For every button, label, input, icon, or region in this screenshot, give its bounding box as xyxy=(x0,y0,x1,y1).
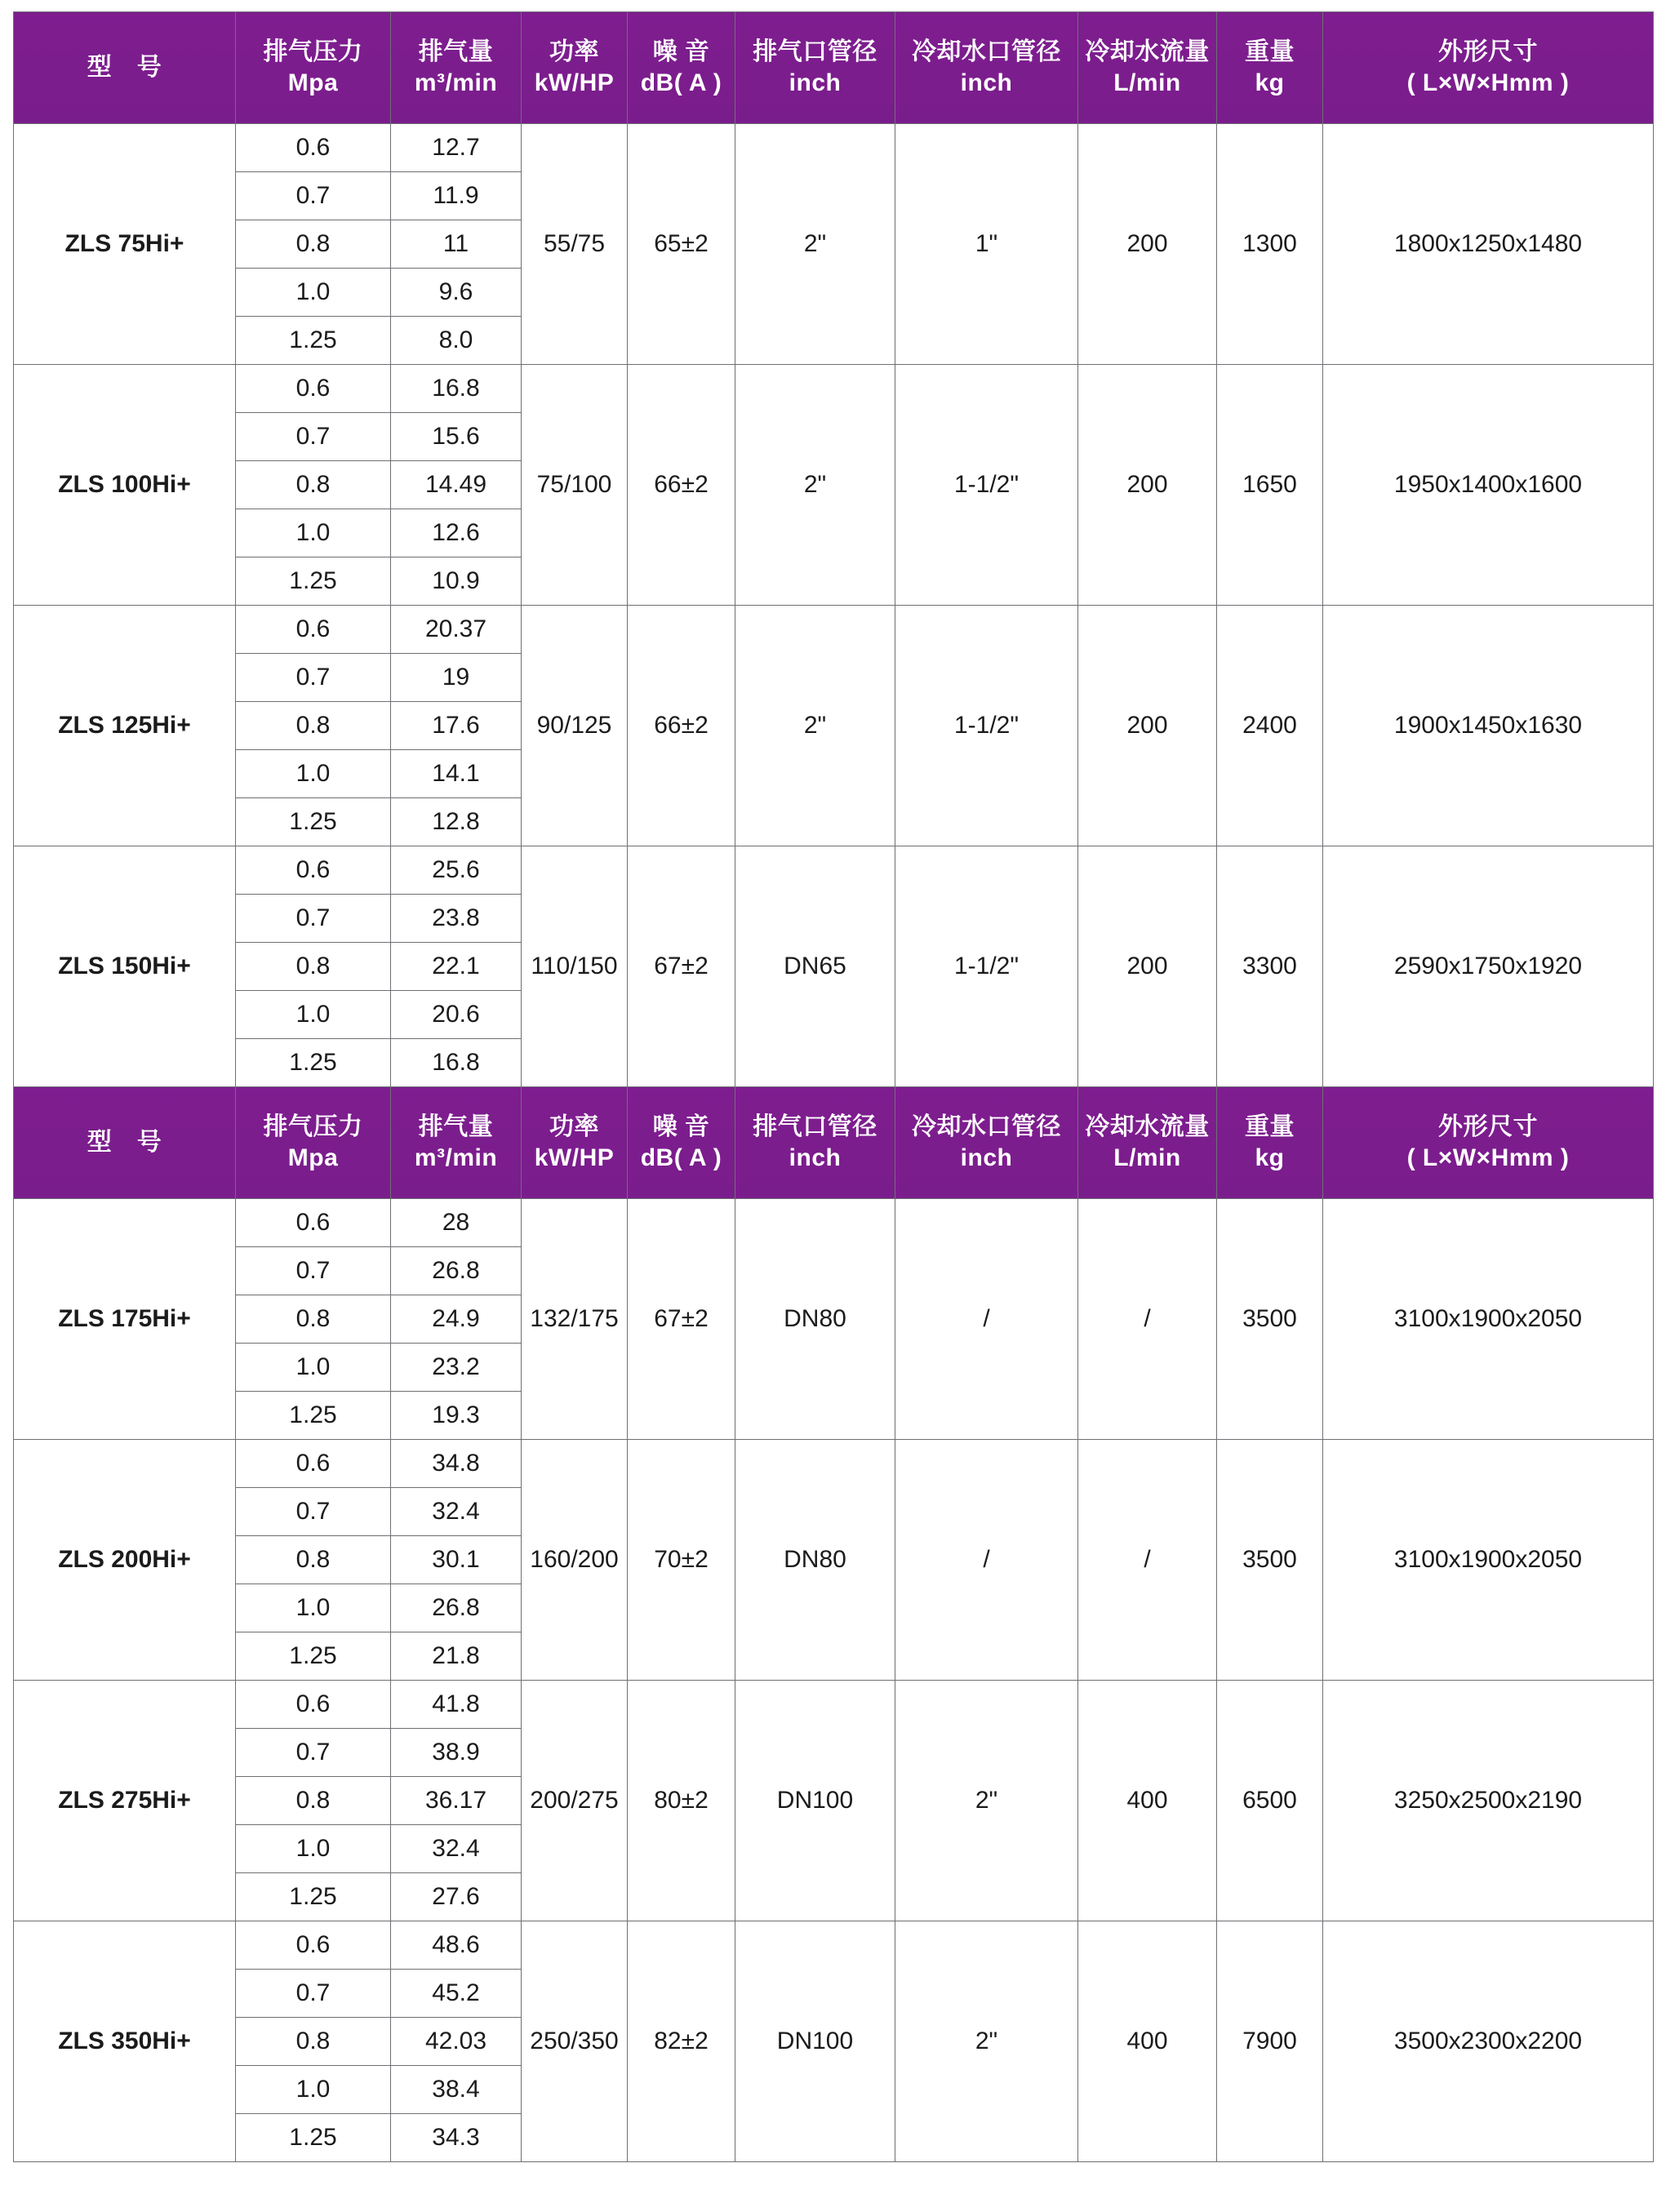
pressure-cell: 1.0 xyxy=(236,2066,391,2114)
weight-cell: 3500 xyxy=(1217,1199,1323,1440)
column-header-9 xyxy=(1323,1087,1654,1199)
flow-cell: 45.2 xyxy=(391,1970,522,2018)
model-cell: ZLS 200Hi+ xyxy=(14,1440,236,1681)
model-cell: ZLS 175Hi+ xyxy=(14,1199,236,1440)
flow-cell: 25.6 xyxy=(391,846,522,895)
power-cell: 250/350 xyxy=(522,1921,628,2162)
column-header-9 xyxy=(1323,12,1654,124)
pressure-cell: 1.0 xyxy=(236,1344,391,1392)
table-row xyxy=(14,1681,1654,1729)
water-flow-cell: 400 xyxy=(1078,1681,1217,1921)
flow-cell: 16.8 xyxy=(391,365,522,413)
flow-cell: 12.6 xyxy=(391,509,522,557)
column-header-0 xyxy=(14,12,236,124)
model-cell: ZLS 350Hi+ xyxy=(14,1921,236,2162)
pressure-cell: 1.25 xyxy=(236,798,391,846)
column-header-line1: 功率 xyxy=(549,38,599,65)
pressure-cell: 0.6 xyxy=(236,1921,391,1970)
column-header-line2: ( L×W×Hmm ) xyxy=(1406,69,1570,96)
dimension-cell: 1900x1450x1630 xyxy=(1323,606,1654,846)
water-pipe-cell: / xyxy=(895,1440,1078,1681)
column-header-line2: dB( A ) xyxy=(640,1144,722,1171)
column-header-4 xyxy=(628,1087,735,1199)
outlet-pipe-cell: 2" xyxy=(735,365,895,606)
column-header-line2: inch xyxy=(960,69,1013,96)
column-header-line2: Mpa xyxy=(287,69,339,96)
flow-cell: 20.37 xyxy=(391,606,522,654)
outlet-pipe-cell: DN80 xyxy=(735,1199,895,1440)
column-header-4 xyxy=(628,12,735,124)
pressure-cell: 0.7 xyxy=(236,1729,391,1777)
model-cell: ZLS 100Hi+ xyxy=(14,365,236,606)
column-header-6 xyxy=(895,12,1078,124)
table-row xyxy=(14,1199,1654,1247)
column-header-line2: ( L×W×Hmm ) xyxy=(1406,1144,1570,1171)
pressure-cell: 1.25 xyxy=(236,1873,391,1921)
pressure-cell: 1.0 xyxy=(236,991,391,1039)
pressure-cell: 1.25 xyxy=(236,1632,391,1681)
column-header-line1: 冷却水口管径 xyxy=(912,38,1061,65)
outlet-pipe-cell: DN80 xyxy=(735,1440,895,1681)
power-cell: 90/125 xyxy=(522,606,628,846)
water-flow-cell: 200 xyxy=(1078,365,1217,606)
pressure-cell: 0.8 xyxy=(236,461,391,509)
column-header-line2: m³/min xyxy=(414,69,498,96)
table-body xyxy=(14,12,1654,2162)
flow-cell: 38.4 xyxy=(391,2066,522,2114)
table-row xyxy=(14,365,1654,413)
weight-cell: 1300 xyxy=(1217,124,1323,365)
dimension-cell: 3500x2300x2200 xyxy=(1323,1921,1654,2162)
flow-cell: 24.9 xyxy=(391,1295,522,1344)
column-header-line1: 重量 xyxy=(1245,1113,1295,1140)
flow-cell: 23.8 xyxy=(391,895,522,943)
pressure-cell: 0.6 xyxy=(236,365,391,413)
column-header-1 xyxy=(236,12,391,124)
column-header-line1: 排气口管径 xyxy=(753,38,877,65)
column-header-line1: 排气压力 xyxy=(263,38,363,65)
flow-cell: 14.49 xyxy=(391,461,522,509)
flow-cell: 42.03 xyxy=(391,2018,522,2066)
pressure-cell: 0.6 xyxy=(236,1199,391,1247)
flow-cell: 26.8 xyxy=(391,1247,522,1295)
column-header-8 xyxy=(1217,1087,1323,1199)
column-header-8 xyxy=(1217,12,1323,124)
power-cell: 200/275 xyxy=(522,1681,628,1921)
power-cell: 110/150 xyxy=(522,846,628,1087)
weight-cell: 2400 xyxy=(1217,606,1323,846)
water-pipe-cell: 1-1/2" xyxy=(895,365,1078,606)
noise-cell: 67±2 xyxy=(628,846,735,1087)
table-header-row xyxy=(14,1087,1654,1199)
flow-cell: 32.4 xyxy=(391,1825,522,1873)
pressure-cell: 1.0 xyxy=(236,750,391,798)
column-header-line1: 排气口管径 xyxy=(753,1113,877,1140)
flow-cell: 48.6 xyxy=(391,1921,522,1970)
dimension-cell: 3100x1900x2050 xyxy=(1323,1199,1654,1440)
column-header-5 xyxy=(735,1087,895,1199)
pressure-cell: 0.8 xyxy=(236,220,391,269)
outlet-pipe-cell: DN65 xyxy=(735,846,895,1087)
flow-cell: 16.8 xyxy=(391,1039,522,1087)
column-header-line1: 噪 音 xyxy=(652,38,710,65)
pressure-cell: 0.7 xyxy=(236,895,391,943)
flow-cell: 20.6 xyxy=(391,991,522,1039)
pressure-cell: 1.25 xyxy=(236,317,391,365)
column-header-line1: 排气量 xyxy=(418,1113,494,1140)
water-flow-cell: 200 xyxy=(1078,606,1217,846)
column-header-2 xyxy=(391,1087,522,1199)
outlet-pipe-cell: DN100 xyxy=(735,1921,895,2162)
pressure-cell: 0.6 xyxy=(236,1681,391,1729)
dimension-cell: 3100x1900x2050 xyxy=(1323,1440,1654,1681)
flow-cell: 23.2 xyxy=(391,1344,522,1392)
column-header-7 xyxy=(1078,1087,1217,1199)
table-header-row xyxy=(14,12,1654,124)
column-header-line1: 噪 音 xyxy=(652,1113,710,1140)
flow-cell: 22.1 xyxy=(391,943,522,991)
flow-cell: 41.8 xyxy=(391,1681,522,1729)
pressure-cell: 0.7 xyxy=(236,413,391,461)
pressure-cell: 0.6 xyxy=(236,606,391,654)
flow-cell: 12.8 xyxy=(391,798,522,846)
column-header-line1: 冷却水口管径 xyxy=(912,1113,1061,1140)
pressure-cell: 0.7 xyxy=(236,1247,391,1295)
model-cell: ZLS 150Hi+ xyxy=(14,846,236,1087)
flow-cell: 9.6 xyxy=(391,269,522,317)
outlet-pipe-cell: 2" xyxy=(735,606,895,846)
flow-cell: 11.9 xyxy=(391,172,522,220)
water-pipe-cell: 2" xyxy=(895,1921,1078,2162)
noise-cell: 67±2 xyxy=(628,1199,735,1440)
water-flow-cell: 200 xyxy=(1078,846,1217,1087)
pressure-cell: 0.7 xyxy=(236,1970,391,2018)
model-cell: ZLS 275Hi+ xyxy=(14,1681,236,1921)
flow-cell: 17.6 xyxy=(391,702,522,750)
column-header-line1: 外形尺寸 xyxy=(1438,1113,1538,1140)
weight-cell: 6500 xyxy=(1217,1681,1323,1921)
column-header-line2: dB( A ) xyxy=(640,69,722,96)
flow-cell: 26.8 xyxy=(391,1584,522,1632)
pressure-cell: 1.0 xyxy=(236,509,391,557)
water-flow-cell: / xyxy=(1078,1440,1217,1681)
water-flow-cell: / xyxy=(1078,1199,1217,1440)
outlet-pipe-cell: DN100 xyxy=(735,1681,895,1921)
pressure-cell: 1.25 xyxy=(236,1039,391,1087)
column-header-line2: kW/HP xyxy=(534,1144,615,1171)
flow-cell: 14.1 xyxy=(391,750,522,798)
column-header-line2: L/min xyxy=(1113,69,1181,96)
flow-cell: 12.7 xyxy=(391,124,522,172)
noise-cell: 66±2 xyxy=(628,365,735,606)
water-pipe-cell: / xyxy=(895,1199,1078,1440)
flow-cell: 21.8 xyxy=(391,1632,522,1681)
table-row xyxy=(14,846,1654,895)
pressure-cell: 1.0 xyxy=(236,1584,391,1632)
noise-cell: 66±2 xyxy=(628,606,735,846)
column-header-5 xyxy=(735,12,895,124)
dimension-cell: 3250x2500x2190 xyxy=(1323,1681,1654,1921)
pressure-cell: 0.6 xyxy=(236,846,391,895)
flow-cell: 19.3 xyxy=(391,1392,522,1440)
column-header-line2: L/min xyxy=(1113,1144,1181,1171)
column-header-line2: inch xyxy=(789,1144,842,1171)
noise-cell: 82±2 xyxy=(628,1921,735,2162)
flow-cell: 30.1 xyxy=(391,1536,522,1584)
pressure-cell: 1.25 xyxy=(236,557,391,606)
column-header-line1: 排气压力 xyxy=(263,1113,363,1140)
pressure-cell: 0.8 xyxy=(236,702,391,750)
water-pipe-cell: 1" xyxy=(895,124,1078,365)
column-header-line2: kg xyxy=(1255,1144,1285,1171)
model-cell: ZLS 125Hi+ xyxy=(14,606,236,846)
column-header-7 xyxy=(1078,12,1217,124)
flow-cell: 34.3 xyxy=(391,2114,522,2162)
weight-cell: 3500 xyxy=(1217,1440,1323,1681)
pressure-cell: 0.8 xyxy=(236,1536,391,1584)
column-header-0 xyxy=(14,1087,236,1199)
weight-cell: 3300 xyxy=(1217,846,1323,1087)
power-cell: 75/100 xyxy=(522,365,628,606)
water-pipe-cell: 2" xyxy=(895,1681,1078,1921)
weight-cell: 7900 xyxy=(1217,1921,1323,2162)
dimension-cell: 1950x1400x1600 xyxy=(1323,365,1654,606)
power-cell: 55/75 xyxy=(522,124,628,365)
column-header-line2: inch xyxy=(789,69,842,96)
noise-cell: 65±2 xyxy=(628,124,735,365)
pressure-cell: 0.7 xyxy=(236,172,391,220)
flow-cell: 27.6 xyxy=(391,1873,522,1921)
column-header-3 xyxy=(522,12,628,124)
column-header-line2: inch xyxy=(960,1144,1013,1171)
specification-table xyxy=(13,11,1654,2162)
pressure-cell: 0.7 xyxy=(236,654,391,702)
pressure-cell: 0.7 xyxy=(236,1488,391,1536)
column-header-line2: kW/HP xyxy=(534,69,615,96)
flow-cell: 15.6 xyxy=(391,413,522,461)
column-header-1 xyxy=(236,1087,391,1199)
flow-cell: 36.17 xyxy=(391,1777,522,1825)
power-cell: 132/175 xyxy=(522,1199,628,1440)
table-row xyxy=(14,606,1654,654)
column-header-line1: 外形尺寸 xyxy=(1438,38,1538,65)
flow-cell: 8.0 xyxy=(391,317,522,365)
column-header-6 xyxy=(895,1087,1078,1199)
water-pipe-cell: 1-1/2" xyxy=(895,846,1078,1087)
flow-cell: 28 xyxy=(391,1199,522,1247)
noise-cell: 70±2 xyxy=(628,1440,735,1681)
column-header-line2: Mpa xyxy=(287,1144,339,1171)
column-header-line1: 型 号 xyxy=(87,1128,162,1156)
column-header-line2: m³/min xyxy=(414,1144,498,1171)
flow-cell: 11 xyxy=(391,220,522,269)
column-header-line1: 重量 xyxy=(1245,38,1295,65)
table-row xyxy=(14,1921,1654,1970)
water-flow-cell: 200 xyxy=(1078,124,1217,365)
column-header-line1: 冷却水流量 xyxy=(1085,1113,1210,1140)
pressure-cell: 1.0 xyxy=(236,269,391,317)
table-row xyxy=(14,1440,1654,1488)
flow-cell: 32.4 xyxy=(391,1488,522,1536)
column-header-2 xyxy=(391,12,522,124)
dimension-cell: 2590x1750x1920 xyxy=(1323,846,1654,1087)
noise-cell: 80±2 xyxy=(628,1681,735,1921)
pressure-cell: 1.25 xyxy=(236,2114,391,2162)
pressure-cell: 0.6 xyxy=(236,1440,391,1488)
column-header-3 xyxy=(522,1087,628,1199)
pressure-cell: 1.25 xyxy=(236,1392,391,1440)
dimension-cell: 1800x1250x1480 xyxy=(1323,124,1654,365)
outlet-pipe-cell: 2" xyxy=(735,124,895,365)
flow-cell: 19 xyxy=(391,654,522,702)
pressure-cell: 0.8 xyxy=(236,1295,391,1344)
power-cell: 160/200 xyxy=(522,1440,628,1681)
column-header-line2: kg xyxy=(1255,69,1285,96)
pressure-cell: 0.8 xyxy=(236,943,391,991)
model-cell: ZLS 75Hi+ xyxy=(14,124,236,365)
weight-cell: 1650 xyxy=(1217,365,1323,606)
flow-cell: 34.8 xyxy=(391,1440,522,1488)
water-pipe-cell: 1-1/2" xyxy=(895,606,1078,846)
water-flow-cell: 400 xyxy=(1078,1921,1217,2162)
column-header-line1: 冷却水流量 xyxy=(1085,38,1210,65)
column-header-line1: 排气量 xyxy=(418,38,494,65)
pressure-cell: 1.0 xyxy=(236,1825,391,1873)
pressure-cell: 0.8 xyxy=(236,2018,391,2066)
pressure-cell: 0.6 xyxy=(236,124,391,172)
table-row xyxy=(14,124,1654,172)
pressure-cell: 0.8 xyxy=(236,1777,391,1825)
column-header-line1: 型 号 xyxy=(87,53,162,81)
flow-cell: 38.9 xyxy=(391,1729,522,1777)
column-header-line1: 功率 xyxy=(549,1113,599,1140)
flow-cell: 10.9 xyxy=(391,557,522,606)
